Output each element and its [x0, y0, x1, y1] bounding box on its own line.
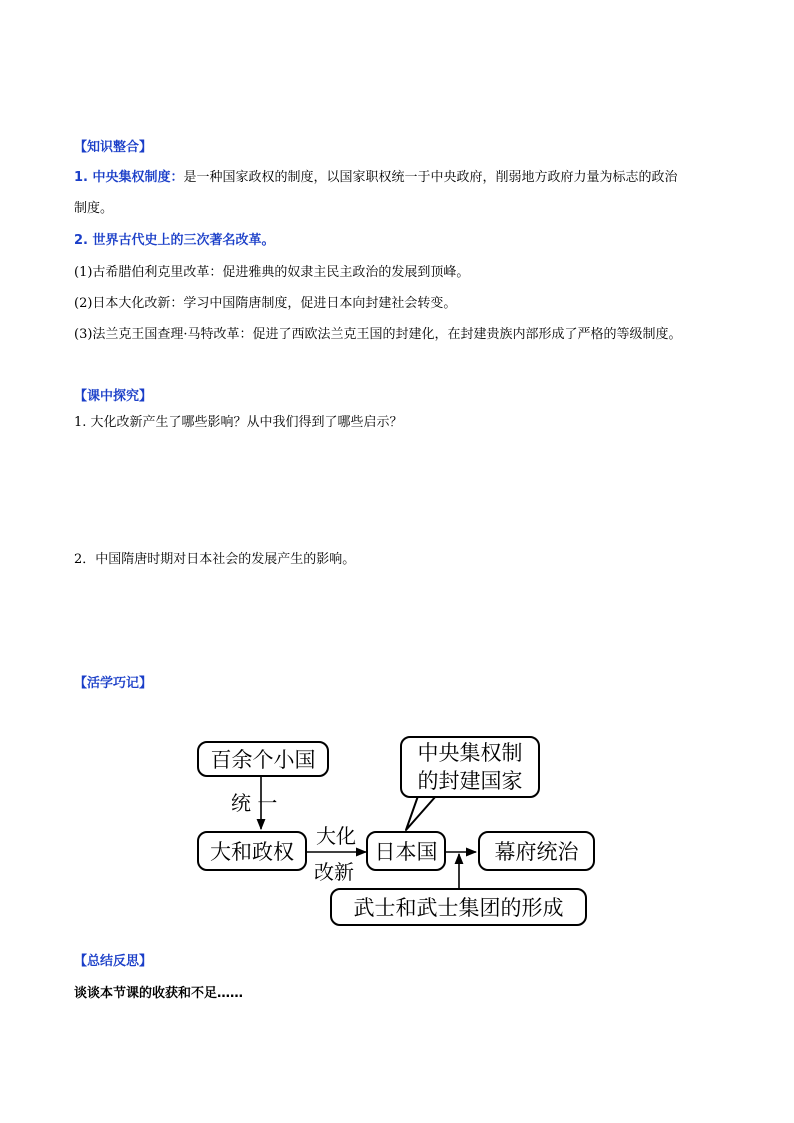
summary-heading: 【总结反思】 — [74, 954, 153, 969]
central-power-text-cont: 制度。 — [74, 201, 114, 216]
box-yamato: 大和政权 — [197, 831, 307, 871]
knowledge-heading: 【知识整合】 — [74, 140, 153, 155]
box-japan: 日本国 — [366, 831, 446, 871]
box-small-states: 百余个小国 — [197, 741, 329, 777]
inquiry-question-2: 2．中国隋唐时期对日本社会的发展产生的影响。 — [74, 552, 356, 567]
callout-line-2: 的封建国家 — [417, 769, 523, 793]
central-power-term: 1. 中央集权制度： — [74, 170, 184, 185]
inquiry-heading: 【课中探究】 — [74, 389, 153, 404]
summary-text: 谈谈本节课的收获和不足…… — [74, 986, 244, 1001]
callout-line-1: 中央集权制 — [417, 741, 523, 765]
inquiry-question-1: 1. 大化改新产生了哪些影响？从中我们得到了哪些启示？ — [74, 415, 403, 430]
box-samurai: 武士和武士集团的形成 — [330, 888, 587, 926]
label-taika-top: 大化 — [316, 824, 356, 848]
three-reforms-title: 2. 世界古代史上的三次著名改革。 — [74, 233, 275, 248]
memory-heading: 【活学巧记】 — [74, 676, 153, 691]
label-taika-bottom: 改新 — [314, 860, 354, 884]
central-power-text: 是一种国家政权的制度，以国家职权统一于中央政府，削弱地方政府力量为标志的政治 — [183, 170, 678, 185]
reform-pericles: (1)古希腊伯利克里改革：促进雅典的奴隶主民主政治的发展到顶峰。 — [74, 265, 470, 280]
callout-tail — [406, 796, 436, 830]
reform-taika: (2)日本大化改新：学习中国隋唐制度，促进日本向封建社会转变。 — [74, 296, 457, 311]
label-unify: 统 一 — [231, 791, 278, 815]
callout-centralized-state — [400, 736, 540, 798]
box-shogunate: 幕府统治 — [478, 831, 595, 871]
reform-charles-martel: (3)法兰克王国查理·马特改革：促进了西欧法兰克王国的封建化，在封建贵族内部形成了严格的等级制度。 — [74, 327, 682, 342]
